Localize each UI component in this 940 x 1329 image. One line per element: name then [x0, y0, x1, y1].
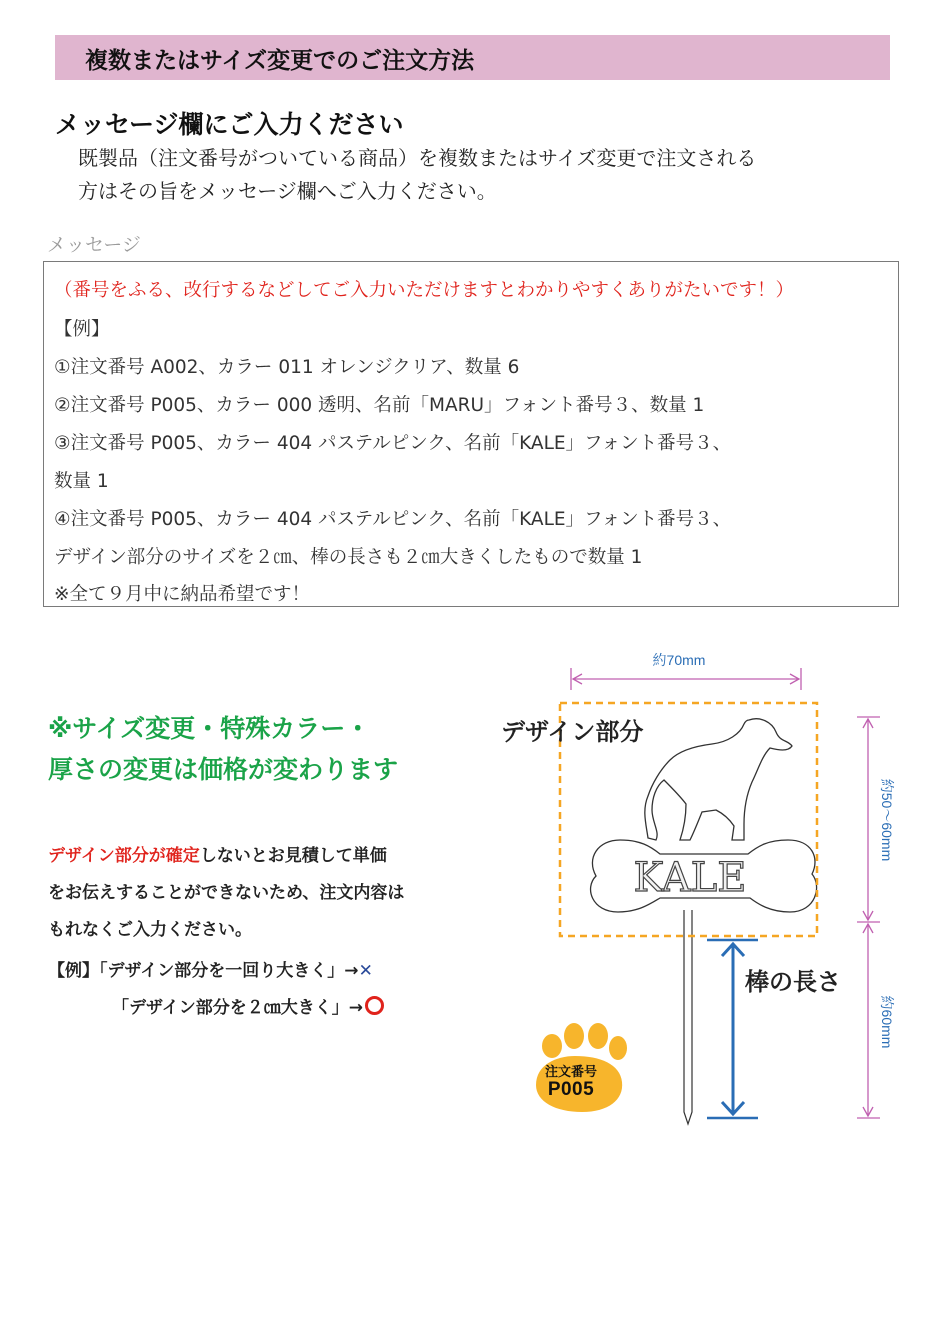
design-part-label: デザイン部分: [501, 718, 644, 746]
width-dimension: [571, 652, 801, 690]
emphasis-text: デザイン部分が確定: [48, 846, 200, 866]
message-label: メッセージ: [47, 234, 141, 256]
order-label: 注文番号: [544, 1065, 597, 1080]
notice-line: ※サイズ変更・特殊カラー・: [48, 714, 371, 743]
width-label: 約70mm: [652, 652, 706, 668]
design-height-label: 約50～60mm: [879, 778, 895, 862]
example-good-text: 「デザイン部分を２㎝大きく」→: [112, 998, 364, 1018]
message-line: ※全て９月中に納品希望です！: [54, 584, 311, 605]
message-hint: （番号をふる、改行するなどしてご入力いただけますとわかりやすくありがたいです！）: [54, 280, 795, 301]
explanation-line: もれなくご入力ください。: [48, 920, 252, 940]
cross-mark-icon: ✕: [358, 961, 373, 981]
explanation-text: しないとお見積して単価: [199, 846, 387, 866]
stick: [684, 910, 692, 1124]
order-number: P005: [547, 1079, 595, 1100]
stick-length-label: 棒の長さ: [745, 968, 841, 996]
name-text: KALE: [633, 855, 747, 901]
message-line: ①注文番号 A002、カラー 011 オレンジクリア、数量 6: [54, 357, 520, 378]
message-line: ④注文番号 P005、カラー 404 パステルピンク、名前「KALE」フォント番号３、: [54, 509, 732, 530]
dog-icon: [645, 719, 792, 840]
message-line: デザイン部分のサイズを２㎝、棒の長さも２㎝大きくしたもので数量 1: [54, 547, 643, 568]
intro-line: 方はその旨をメッセージ欄へご入力ください。: [78, 179, 497, 203]
height-dimension: [857, 717, 895, 1118]
message-line: ③注文番号 P005、カラー 404 パステルピンク、名前「KALE」フォント番号３、: [54, 433, 732, 454]
section-title: メッセージ欄にご入力ください: [55, 110, 404, 139]
bone-shape: [591, 840, 817, 912]
example-label: 【例】: [48, 961, 99, 981]
page-title: 複数またはサイズ変更でのご注文方法: [85, 48, 475, 74]
message-line: 数量 1: [54, 471, 109, 492]
stick-length-dim-label: 約60mm: [879, 995, 895, 1049]
explanation-line: をお伝えすることができないため、注文内容は: [48, 883, 405, 903]
example-heading: 【例】: [54, 319, 110, 340]
message-line: ②注文番号 P005、カラー 000 透明、名前「MARU」フォント番号３、数量 1: [54, 395, 705, 416]
order-badge: [521, 1064, 621, 1098]
example-bad-text: 「デザイン部分を一回り大きく」→: [99, 961, 359, 981]
intro-line: 既製品（注文番号がついている商品）を複数またはサイズ変更で注文される: [78, 146, 757, 170]
notice-line: 厚さの変更は価格が変わります: [48, 755, 399, 784]
